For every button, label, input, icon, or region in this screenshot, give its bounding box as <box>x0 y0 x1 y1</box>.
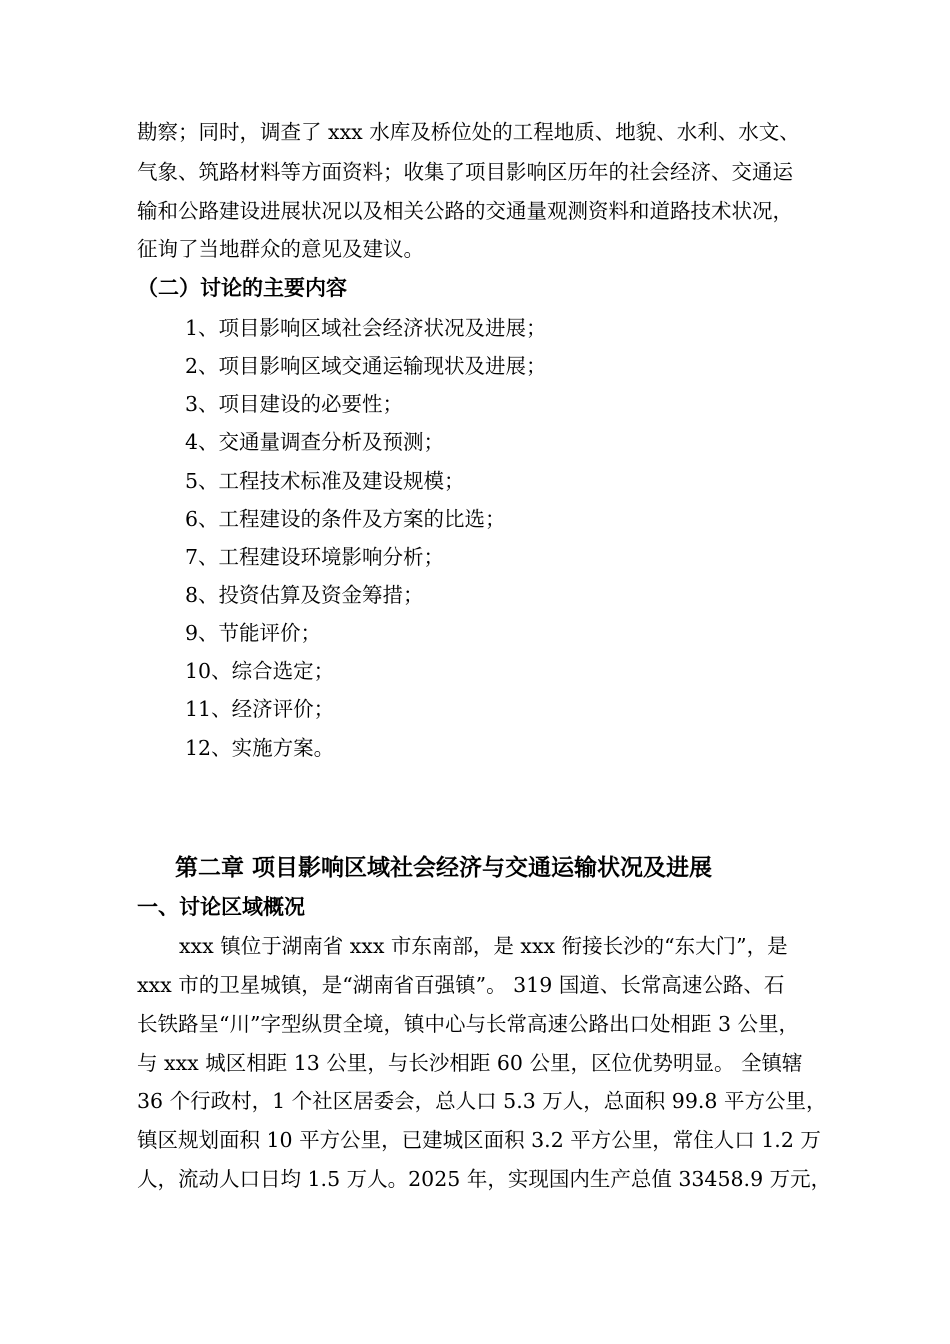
list-item: 11、经济评价； <box>185 697 335 721</box>
intro-line: 气象、筑路材料等方面资料；收集了项目影响区历年的社会经济、交通运 <box>137 160 793 184</box>
intro-line: 输和公路建设进展状况以及相关公路的交通量观测资料和道路技术状况， <box>137 199 793 223</box>
list-item: 4、交通量调查分析及预测； <box>185 430 445 454</box>
overview-line: 人，流动人口日均 1.5 万人。2025 年，实现国内生产总值 33458.9 万元， <box>137 1167 832 1191</box>
intro-line: 征询了当地群众的意见及建议。 <box>137 237 424 261</box>
chapter-title: 第二章 项目影响区域社会经济与交通运输状况及进展 <box>175 855 713 881</box>
list-item: 8、投资估算及资金筹措； <box>185 583 424 607</box>
list-item: 1、项目影响区域社会经济状况及进展； <box>185 316 547 340</box>
list-item: 5、工程技术标准及建设规模； <box>185 469 465 493</box>
subsection-heading: 一、讨论区域概况 <box>137 895 305 919</box>
overview-line: 36 个行政村，1 个社区居委会，总人口 5.3 万人，总面积 99.8 平方公里， <box>137 1089 827 1113</box>
overview-line: 镇区规划面积 10 平方公里，已建城区面积 3.2 平方公里，常住人口 1.2 万 <box>137 1128 821 1152</box>
list-item: 9、节能评价； <box>185 621 322 645</box>
list-item: 7、工程建设环境影响分析； <box>185 545 445 569</box>
list-item: 6、工程建设的条件及方案的比选； <box>185 507 506 531</box>
overview-line: xxx 市的卫星城镇，是“湖南省百强镇”。 319 国道、长常高速公路、石 <box>137 973 785 997</box>
intro-line: 勘察；同时，调查了 xxx 水库及桥位处的工程地质、地貌、水利、水文、 <box>137 120 800 144</box>
overview-line: 与 xxx 城区相距 13 公里，与长沙相距 60 公里，区位优势明显。 全镇辖 <box>137 1051 803 1075</box>
list-item: 3、项目建设的必要性； <box>185 392 404 416</box>
section-heading: （二）讨论的主要内容 <box>137 276 347 300</box>
overview-line: 长铁路呈“川”字型纵贯全境，镇中心与长常高速公路出口处相距 3 公里， <box>137 1012 800 1036</box>
list-item: 10、综合选定； <box>185 659 335 683</box>
list-item: 2、项目影响区域交通运输现状及进展； <box>185 354 547 378</box>
overview-line: xxx 镇位于湖南省 xxx 市东南部，是 xxx 衔接长沙的“东大门”，是 <box>179 934 788 958</box>
list-item: 12、实施方案。 <box>185 736 335 760</box>
